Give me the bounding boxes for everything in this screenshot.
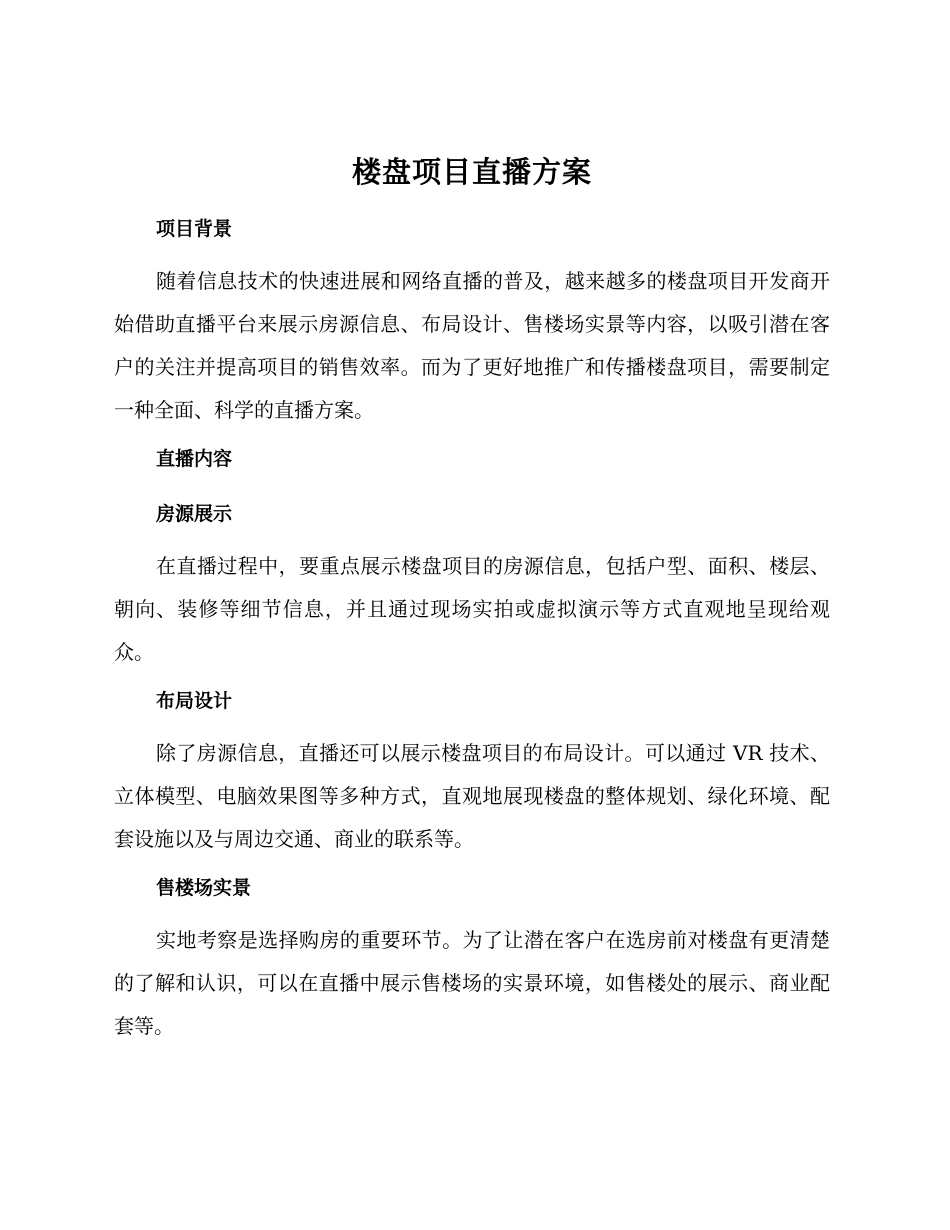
document-title: 楼盘项目直播方案 — [351, 155, 592, 189]
section-heading-sales-office: 售楼场实景 — [156, 877, 252, 899]
section-heading-background: 项目背景 — [156, 218, 233, 240]
section-body-background: 随着信息技术的快速进展和网络直播的普及，越来越多的楼盘项目开发商开始借助直播平台来展示房源信息、布局设计、售楼场实景等内容，以吸引潜在客户的关注并提高项目的销售效率。而为了更好地推广和传播楼盘项目，需要制定一种全面、科学的直播方案。 — [114, 269, 830, 422]
section-body-listing-display: 在直播过程中，要重点展示楼盘项目的房源信息，包括户型、面积、楼层、朝向、装修等细节信息，并且通过现场实拍或虚拟演示等方式直观地呈现给观众。 — [114, 554, 830, 664]
document-page — [114, 150, 830, 1048]
section-body-sales-office: 实地考察是选择购房的重要环节。为了让潜在客户在选房前对楼盘有更清楚的了解和认识，可以在直播中展示售楼场的实景环境，如售楼处的展示、商业配套等。 — [114, 928, 830, 1038]
section-heading-listing-display: 房源展示 — [156, 503, 233, 525]
section-heading-layout-design: 布局设计 — [156, 690, 233, 712]
section-heading-live-content: 直播内容 — [156, 448, 233, 470]
section-body-layout-design: 除了房源信息，直播还可以展示楼盘项目的布局设计。可以通过 VR 技术、立体模型、电脑效果图等多种方式，直观地展现楼盘的整体规划、绿化环境、配套设施以及与周边交通、商业的联系等。 — [114, 741, 830, 851]
